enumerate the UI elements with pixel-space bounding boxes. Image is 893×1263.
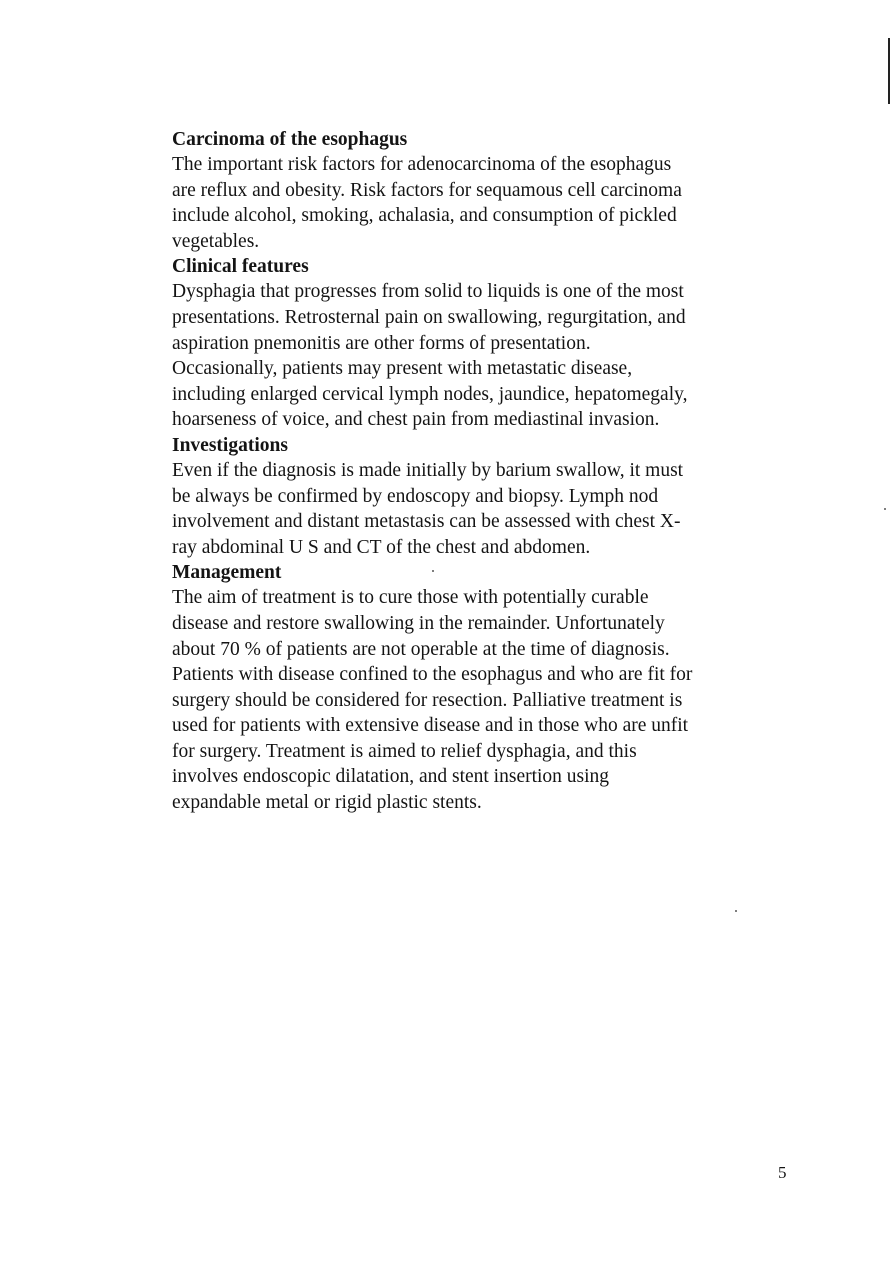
paragraph-line: about 70 % of patients are not operable at the time of diagnosis.: [172, 638, 670, 660]
paragraph-line: including enlarged cervical lymph nodes, jaundice, hepatomegaly,: [172, 383, 688, 405]
paragraph-line: include alcohol, smoking, achalasia, and consumption of pickled: [172, 205, 677, 227]
paragraph-line: be always be confirmed by endoscopy and biopsy. Lymph nod: [172, 485, 659, 507]
paragraph-line: Dysphagia that progresses from solid to liquids is one of the most: [172, 281, 684, 303]
paragraph-line: The aim of treatment is to cure those with potentially curable: [172, 587, 649, 609]
paragraph-line: used for patients with extensive disease and in those who are unfit: [172, 715, 689, 737]
paragraph-line: expandable metal or rigid plastic stents.: [172, 792, 482, 814]
paragraph-line: aspiration pnemonitis are other forms of presentation.: [172, 332, 591, 354]
scan-page-edge: [888, 38, 890, 104]
paragraph-line: The important risk factors for adenocarcinoma of the esophagus: [172, 154, 672, 175]
paragraph-line: disease and restore swallowing in the remainder. Unfortunately: [172, 612, 665, 634]
paragraph-line: for surgery. Treatment is aimed to relief dysphagia, and this: [172, 740, 637, 762]
scan-speck: [735, 910, 737, 912]
paragraph-line: vegetables.: [172, 230, 260, 252]
page-number: 5: [778, 1163, 787, 1182]
scan-speck: [884, 508, 886, 510]
section-heading: Clinical features: [172, 256, 309, 278]
paragraph-line: Patients with disease confined to the esophagus and who are fit for: [172, 664, 693, 686]
document-body: [172, 127, 792, 816]
section-heading: Management: [172, 562, 282, 584]
section-heading: Investigations: [172, 434, 288, 456]
paragraph-line: hoarseness of voice, and chest pain from mediastinal invasion.: [172, 409, 660, 431]
paragraph-line: involvement and distant metastasis can be assessed with chest X-: [172, 511, 681, 533]
section-clinical-features: [172, 254, 792, 433]
paragraph-line: are reflux and obesity. Risk factors for sequamous cell carcinoma: [172, 179, 682, 201]
paragraph-line: Occasionally, patients may present with metastatic disease,: [172, 358, 633, 380]
section-heading: Carcinoma of the esophagus: [172, 129, 408, 150]
paragraph-line: involves endoscopic dilatation, and stent insertion using: [172, 766, 610, 788]
section-management: [172, 560, 792, 815]
paragraph-line: surgery should be considered for resection. Palliative treatment is: [172, 689, 683, 711]
paragraph-line: presentations. Retrosternal pain on swallowing, regurgitation, and: [172, 306, 686, 328]
paragraph-line: ray abdominal U S and CT of the chest and abdomen.: [172, 536, 591, 558]
section-carcinoma-of-the-esophagus: [172, 127, 792, 254]
section-investigations: [172, 433, 792, 560]
paragraph-line: Even if the diagnosis is made initially by barium swallow, it must: [172, 459, 684, 481]
